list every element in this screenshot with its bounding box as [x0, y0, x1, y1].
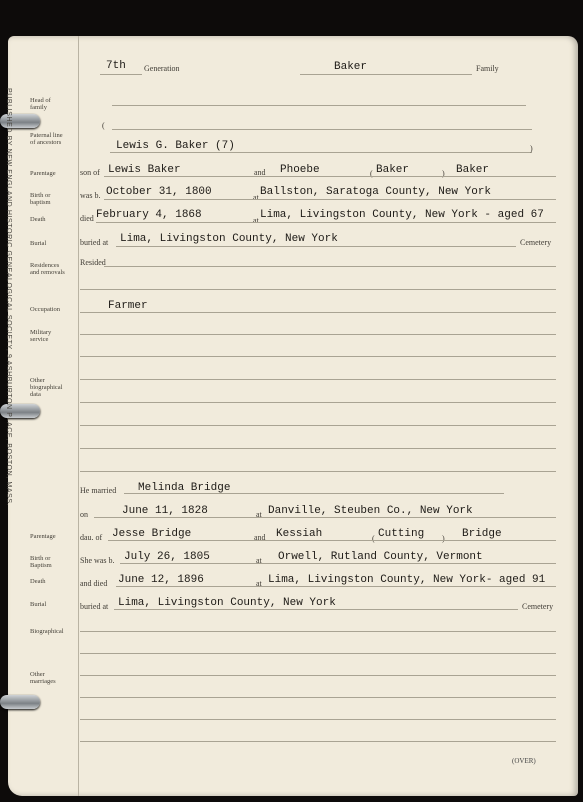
rule [80, 379, 556, 380]
label-burial: Burial [30, 240, 47, 247]
at-label: at [253, 193, 259, 202]
binder-ring [0, 695, 40, 709]
and-label: and [254, 168, 266, 177]
birth-date: October 31, 1800 [106, 186, 212, 198]
rule [104, 199, 556, 200]
spouse-death-place: Lima, Livingston County, New York- aged 91 [268, 574, 546, 586]
death-place: Lima, Livingston County, New York - aged 67 [260, 209, 544, 221]
mother-married-name: Baker [456, 164, 490, 176]
marriage-place: Danville, Steuben Co., New York [268, 505, 473, 517]
mother-maiden-name: Baker [376, 164, 410, 176]
rule [112, 105, 526, 106]
label-biographical: Biographical [30, 628, 64, 635]
label-death-2: Death [30, 578, 46, 585]
burial-place: Lima, Livingston County, New York [120, 233, 338, 245]
rule [114, 609, 518, 610]
label-parentage: Parentage [30, 170, 56, 177]
at-label: at [256, 510, 262, 519]
spouse-mother-married: Bridge [462, 528, 502, 540]
cemetery-label: Cemetery [520, 238, 552, 247]
spouse-birth-place: Orwell, Rutland County, Vermont [278, 551, 483, 563]
rule [80, 697, 556, 698]
label-occupation: Occupation [30, 306, 60, 313]
over-note: (OVER) [512, 757, 536, 765]
paren: ( [102, 121, 105, 130]
paren: ) [442, 169, 445, 178]
record-card [8, 36, 578, 796]
rule [80, 448, 556, 449]
paren: ) [530, 144, 533, 153]
rule [112, 129, 532, 130]
ancestor-line: Lewis G. Baker (7) [116, 140, 235, 152]
marriage-date: June 11, 1828 [122, 505, 208, 517]
resided-label: Resided [80, 258, 106, 267]
generation-label: Generation [144, 64, 180, 73]
rule [80, 653, 556, 654]
at-label: at [253, 216, 259, 225]
on-label: on [80, 510, 88, 519]
she-was-b-label: She was b. [80, 556, 115, 565]
rule [124, 493, 504, 494]
paren: ( [370, 169, 373, 178]
was-b-label: was b. [80, 191, 101, 200]
father-name: Lewis Baker [108, 164, 181, 176]
label-military: Military service [30, 329, 52, 343]
label-residences: Residences and removals [30, 262, 65, 276]
rule [120, 563, 556, 564]
spouse-mother-maiden: Cutting [378, 528, 425, 540]
son-of-label: son of [80, 168, 100, 177]
rule [80, 741, 556, 742]
label-birth: Birth or baptism [30, 192, 51, 206]
label-birth-2: Birth or Baptism [30, 555, 52, 569]
rule [80, 402, 556, 403]
spouse-father: Jesse Bridge [112, 528, 192, 540]
rule [110, 152, 532, 153]
he-married-label: He married [80, 486, 117, 495]
mother-name: Phoebe [280, 164, 320, 176]
rule [80, 675, 556, 676]
rule [108, 540, 556, 541]
at-label: at [256, 556, 262, 565]
rule [80, 425, 556, 426]
label-head-of-family: Head of family [30, 97, 51, 111]
death-date: February 4, 1868 [96, 209, 202, 221]
rule [80, 471, 556, 472]
publisher-side-text: PUBLISHED BY NEW ENGLAND HISTORIC GENEALOGICAL SOCIETY, 9 ASHBURTON PLACE, BOSTON, MASS. [5, 88, 12, 507]
rule [80, 356, 556, 357]
rule [80, 719, 556, 720]
rule [300, 74, 472, 75]
dau-of-label: dau. of [80, 533, 103, 542]
rule [80, 334, 556, 335]
paren: ) [442, 534, 445, 543]
spouse-birth-date: July 26, 1805 [124, 551, 210, 563]
birth-place: Ballston, Saratoga County, New York [260, 186, 492, 198]
rule [104, 266, 556, 267]
at-label: at [256, 579, 262, 588]
and-label: and [254, 533, 266, 542]
rule [80, 289, 556, 290]
spouse-burial-place: Lima, Livingston County, New York [118, 597, 336, 609]
buried-at-label: buried at [80, 238, 109, 247]
rule [96, 222, 556, 223]
rule [80, 312, 556, 313]
label-other-bio: Other biographical data [30, 377, 63, 398]
buried-at-label: buried at [80, 602, 109, 611]
generation-value: 7th [106, 60, 126, 72]
rule [94, 517, 556, 518]
and-died-label: and died [80, 579, 108, 588]
cemetery-label: Cemetery [522, 602, 554, 611]
spouse-mother: Kessiah [276, 528, 323, 540]
label-death: Death [30, 216, 46, 223]
rule [116, 586, 556, 587]
label-parentage-2: Parentage [30, 533, 56, 540]
rule [100, 74, 142, 75]
rule [104, 176, 556, 177]
spouse-death-date: June 12, 1896 [118, 574, 204, 586]
label-other-marriages: Other marriages [30, 671, 56, 685]
died-label: died [80, 214, 94, 223]
spouse-name: Melinda Bridge [138, 482, 231, 494]
family-label: Family [476, 64, 499, 73]
family-surname: Baker [334, 61, 368, 73]
rule [80, 631, 556, 632]
paren: ( [372, 534, 375, 543]
label-paternal-line: Paternal line of ancestors [30, 132, 63, 146]
occupation-value: Farmer [108, 300, 148, 312]
label-burial-2: Burial [30, 601, 47, 608]
rule [116, 246, 516, 247]
